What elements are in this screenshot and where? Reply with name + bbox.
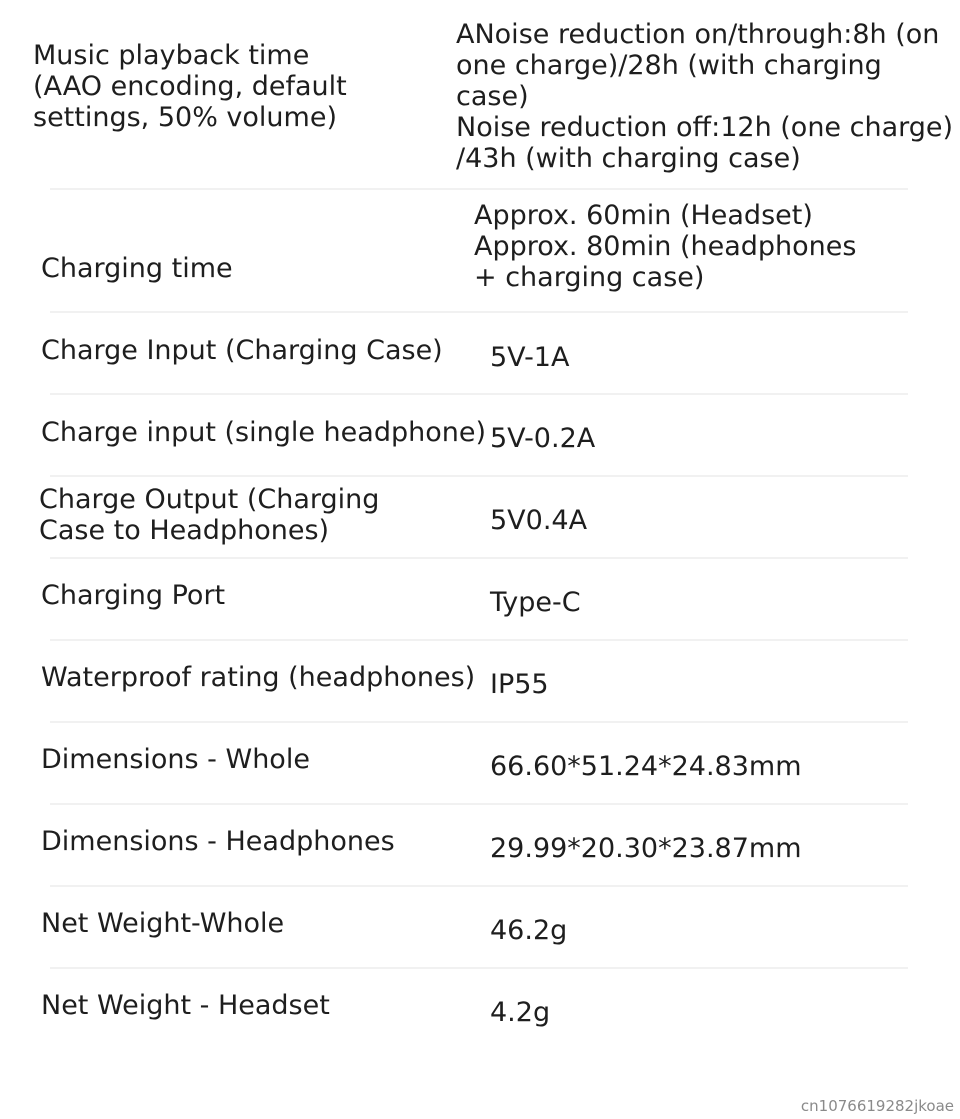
spec-value-charging-port: Type-C [490,587,581,618]
row-divider [50,557,908,559]
spec-label-charge-input-headphone: Charge input (single headphone) [41,417,486,448]
spec-label-dimensions-whole: Dimensions - Whole [41,744,310,775]
spec-value-waterproof-rating: IP55 [490,669,549,700]
row-divider [50,475,908,477]
row-divider [50,188,908,190]
spec-value-net-weight-whole: 46.2g [490,915,568,946]
spec-label-charge-input-case: Charge Input (Charging Case) [41,335,443,366]
spec-value-charge-output: 5V0.4A [490,505,588,536]
spec-label-charging-port: Charging Port [41,580,226,611]
row-divider [50,967,908,969]
spec-value-dimensions-headphones: 29.99*20.30*23.87mm [490,833,802,864]
row-divider [50,311,908,313]
spec-label-net-weight-headset: Net Weight - Headset [41,990,330,1021]
row-divider [50,721,908,723]
row-divider [50,639,908,641]
spec-value-charge-input-headphone: 5V-0.2A [490,423,596,454]
row-divider [50,393,908,395]
spec-label-music-playback-time: Music playback time (AAO encoding, default settings, 50% volume) [33,40,347,133]
spec-value-net-weight-headset: 4.2g [490,997,551,1028]
spec-value-charge-input-case: 5V-1A [490,342,570,373]
row-divider [50,803,908,805]
spec-value-music-playback-time: ANoise reduction on/through:8h (on one charge)/28h (with charging case) Noise reduction off:12h (one charge) /43h (with charging case) [456,19,954,174]
spec-label-dimensions-headphones: Dimensions - Headphones [41,826,395,857]
watermark-text: cn1076619282jkoae [800,1097,954,1115]
row-divider [50,885,908,887]
spec-label-net-weight-whole: Net Weight-Whole [41,908,285,939]
spec-value-dimensions-whole: 66.60*51.24*24.83mm [490,751,802,782]
spec-label-waterproof-rating: Waterproof rating (headphones) [41,662,476,693]
spec-label-charge-output: Charge Output (Charging Case to Headphones) [39,484,380,546]
spec-value-charging-time: Approx. 60min (Headset) Approx. 80min (headphones + charging case) [474,200,857,293]
spec-label-charging-time: Charging time [41,253,233,284]
